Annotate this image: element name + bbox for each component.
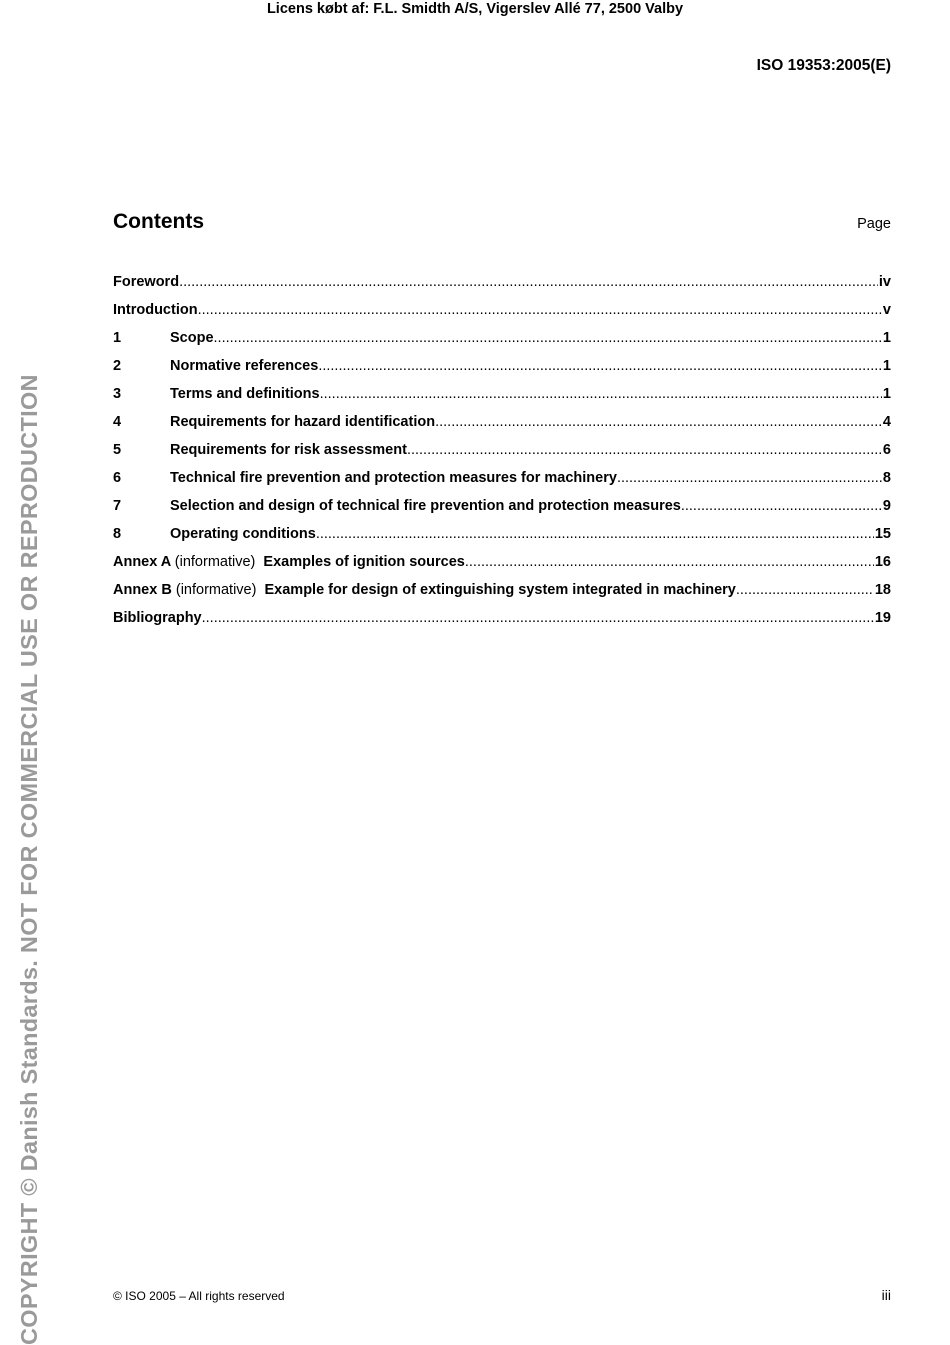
toc-entry-terms-and-definitions[interactable] bbox=[113, 380, 891, 408]
toc-entry-number: 7 bbox=[113, 498, 122, 514]
toc-entry-title: Requirements for risk assessment bbox=[170, 442, 407, 458]
annex-title: Example for design of extinguishing system integrated in machinery bbox=[264, 582, 736, 598]
toc-entry-page: 9 bbox=[882, 498, 891, 514]
toc-entry-risk-assessment[interactable] bbox=[113, 436, 891, 464]
toc-entry-page: 16 bbox=[874, 554, 891, 570]
toc-entry-number: 1 bbox=[113, 330, 122, 346]
toc-entry-page: iv bbox=[878, 274, 891, 290]
annex-label: Annex A bbox=[113, 554, 171, 570]
toc-entry-page: 15 bbox=[874, 526, 891, 542]
annex-type: (informative) bbox=[174, 554, 256, 570]
dot-leader bbox=[316, 526, 874, 542]
toc-entry-title: Selection and design of technical fire prevention and protection measures bbox=[170, 498, 681, 514]
toc-entry-scope[interactable] bbox=[113, 324, 891, 352]
footer-copyright: © ISO 2005 – All rights reserved bbox=[113, 1289, 285, 1303]
toc-entry-normative-references[interactable] bbox=[113, 352, 891, 380]
toc-entry-annex-b[interactable] bbox=[113, 576, 891, 604]
toc-entry-page: 18 bbox=[874, 582, 891, 598]
dot-leader bbox=[736, 582, 874, 598]
toc-entry-annex-a[interactable] bbox=[113, 548, 891, 576]
annex-title: Examples of ignition sources bbox=[263, 554, 465, 570]
toc-entry-title: Scope bbox=[170, 330, 214, 346]
toc-entry-title bbox=[113, 582, 736, 598]
document-id: ISO 19353:2005(E) bbox=[756, 57, 891, 74]
page-column-label: Page bbox=[857, 216, 891, 232]
toc-entry-page: 4 bbox=[882, 414, 891, 430]
dot-leader bbox=[465, 554, 874, 570]
toc-entry-operating-conditions[interactable] bbox=[113, 520, 891, 548]
dot-leader bbox=[198, 302, 882, 318]
toc-entry-page: v bbox=[882, 302, 891, 318]
toc-entry-title: Bibliography bbox=[113, 610, 202, 626]
toc-entry-page: 1 bbox=[882, 386, 891, 402]
dot-leader bbox=[681, 498, 882, 514]
footer-page-number: iii bbox=[881, 1287, 891, 1303]
toc-entry-page: 19 bbox=[874, 610, 891, 626]
copyright-watermark: COPYRIGHT © Danish Standards. NOT FOR COMMERCIAL USE OR REPRODUCTION bbox=[16, 374, 42, 1345]
dot-leader bbox=[435, 414, 882, 430]
toc-entry-title bbox=[113, 554, 465, 570]
dot-leader bbox=[214, 330, 882, 346]
toc-entry-title: Normative references bbox=[170, 358, 319, 374]
dot-leader bbox=[318, 358, 882, 374]
toc-entry-number: 6 bbox=[113, 470, 122, 486]
toc-entry-technical-measures[interactable] bbox=[113, 464, 891, 492]
annex-type: (informative) bbox=[175, 582, 257, 598]
toc-entry-page: 1 bbox=[882, 330, 891, 346]
toc-entry-number: 2 bbox=[113, 358, 122, 374]
toc-entry-title: Introduction bbox=[113, 302, 198, 318]
toc-entry-introduction[interactable] bbox=[113, 296, 891, 324]
annex-label: Annex B bbox=[113, 582, 172, 598]
dot-leader bbox=[617, 470, 882, 486]
toc-entry-page: 1 bbox=[882, 358, 891, 374]
license-line: Licens købt af: F.L. Smidth A/S, Vigerslev Allé 77, 2500 Valby bbox=[266, 1, 684, 17]
toc-entry-page: 8 bbox=[882, 470, 891, 486]
toc-entry-page: 6 bbox=[882, 442, 891, 458]
dot-leader bbox=[202, 610, 874, 626]
toc-entry-number: 5 bbox=[113, 442, 122, 458]
toc-entry-number: 3 bbox=[113, 386, 122, 402]
toc-entry-bibliography[interactable] bbox=[113, 604, 891, 632]
toc-entry-title: Operating conditions bbox=[170, 526, 316, 542]
toc-entry-number: 8 bbox=[113, 526, 122, 542]
toc-entry-title: Technical fire prevention and protection measures for machinery bbox=[170, 470, 617, 486]
dot-leader bbox=[320, 386, 882, 402]
toc-entry-title: Foreword bbox=[113, 274, 180, 290]
dot-leader bbox=[179, 274, 878, 290]
toc-entry-title: Terms and definitions bbox=[170, 386, 320, 402]
dot-leader bbox=[407, 442, 882, 458]
table-of-contents bbox=[113, 268, 891, 632]
toc-entry-title: Requirements for hazard identification bbox=[170, 414, 436, 430]
toc-entry-hazard-identification[interactable] bbox=[113, 408, 891, 436]
toc-entry-selection-and-design[interactable] bbox=[113, 492, 891, 520]
contents-header bbox=[113, 210, 891, 234]
toc-entry-number: 4 bbox=[113, 414, 122, 430]
contents-title: Contents bbox=[113, 210, 204, 233]
toc-entry-foreword[interactable] bbox=[113, 268, 891, 296]
